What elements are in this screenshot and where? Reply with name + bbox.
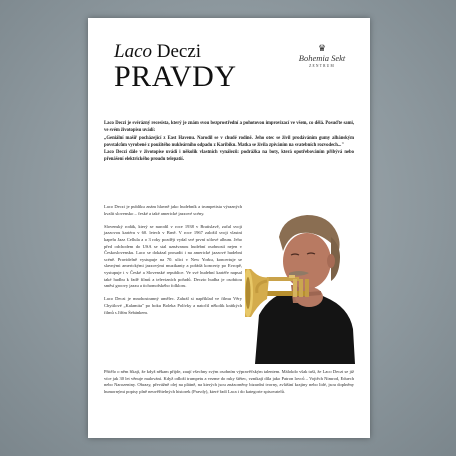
artist-name xyxy=(114,42,237,62)
intro-paragraph: Laco Deczi dále v životopise uvádí i několik vlastních vynálezů: podrážka na boty, která opotřebováním přibývá nebo přenášení elektrického proudu telepatií. xyxy=(104,150,354,163)
artist-first-name: Laco xyxy=(114,41,152,62)
trumpet-player-photo xyxy=(245,207,355,364)
intro-section xyxy=(104,120,354,164)
body-paragraph: Přitělo o něm říkají, že když někam přijde, zaují všechny svým osobním výpravěčským talentem. Málokdo však tuší, že Laco Deczi se již více jak 30 let věnuje malování. Když odloží trumpetu a vezme do ruky štětec, vznikají díla jako Patron lovců – Vojtěch Nimrod, Eduech nebo Narozeniny. Obrazy, převážně olej na plátně, na kterých jsou znázorněny bizardní tvorny, zvláštní krajiny nebo lidé, jsou doplněny humornými popisy plně neuvěřitelných historek (Pravdy), které řadí Laca i do kategorie spisovatelů. xyxy=(104,369,354,394)
intro-paragraph: Laco Deczi je svérázný recesista, který je znám svou bezprostřední a pohotovou improvizací ve všem, co dělá. Posuďte sami, ve svém životopisu uvádí: xyxy=(104,121,354,134)
body-paragraph: Laco Deczi je mnohostranný umělec. Zahrál si například ve filmu Věry Chytilové „Kalamita" po boku Boleka Polívky a natočil několik krátkých filmů s Jiřím Šebánkem. xyxy=(104,296,242,315)
photo-illustration xyxy=(245,207,355,364)
intro-quote: „Geniální mašíř pocházející z East Havenu. Narodil se v chudé rodině. Jeho otec se živil prodáváním gumy albánským povstalcům vyrobené z použitého nukleárního odpadu z Karibiku. Matka se živila zpíváním na svatebních rozvodech..." xyxy=(104,135,354,148)
brand-logo xyxy=(294,44,350,69)
article-title xyxy=(114,42,237,92)
brand-subtitle: ZENTRUM xyxy=(309,64,335,68)
crown-icon: ♛ xyxy=(317,43,327,53)
document-page xyxy=(88,18,370,438)
artist-last-name: Deczi xyxy=(156,41,202,62)
bottom-text xyxy=(104,369,354,395)
article-subtitle: PRAVDY xyxy=(114,60,237,93)
body-column xyxy=(104,204,242,323)
body-paragraph: Laco Deczi je publiku znám hlavně jako hudebník a trumpetista výrazných kvalit slovensko – české a také americké jazzové scény. xyxy=(104,204,242,216)
body-paragraph: Slovenský rodák, který se narodil v roce 1938 v Bratislavě, začal svoji jazzovou kariéru v 60. letech v Brně. V roce 1967 založil svoji vlastní kapelu Jazz Cellula a o 3 roky později vydal své první sólové album. Jeho před odchodem do USA se stal uznávanou hudební osobností nejen v Československu. Laco se dokázal prosadit i na americké jazzové hudební scéně. Pravidelně vystupuje na 70. ulici v New Yorku, koncertuje se slavnými americkými jazzovými muzikanty a pořádá koncerty po Evropě, vystupuje i v České a Slovenské republice. Ve své hudební kariéře napsal také hudbu k řadě filmů a televizních pořadů. Deczio hudba je osobitou směsí groovy jazzu a tichomořského folkloru. xyxy=(104,223,242,289)
brand-name: Bohemia Sekt xyxy=(298,53,346,63)
